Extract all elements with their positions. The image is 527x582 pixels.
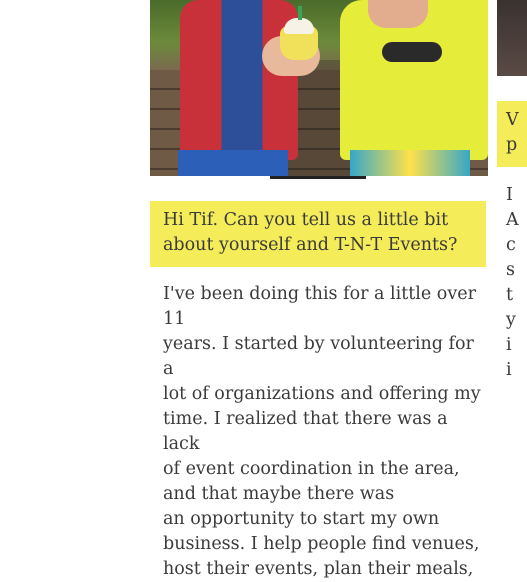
next-card-photo xyxy=(497,0,527,76)
interview-answer: I've been doing this for a little over 11 years. I started by volunteering for a lot of organizations and offering my time. I realized that there was a lack of event coordination in the area, and that maybe there was an opportunity to start my own business. I help people find venues, host their events, plan their meals, xyxy=(163,284,481,579)
interview-question: Hi Tif. Can you tell us a little bit about yourself and T-N-T Events? xyxy=(150,201,486,267)
interview-card xyxy=(150,0,488,582)
next-interview-card xyxy=(497,0,527,512)
next-card-question: V p xyxy=(497,101,527,167)
next-card-answer: I A c s t y i i xyxy=(506,185,519,380)
kids-photo xyxy=(150,0,488,176)
